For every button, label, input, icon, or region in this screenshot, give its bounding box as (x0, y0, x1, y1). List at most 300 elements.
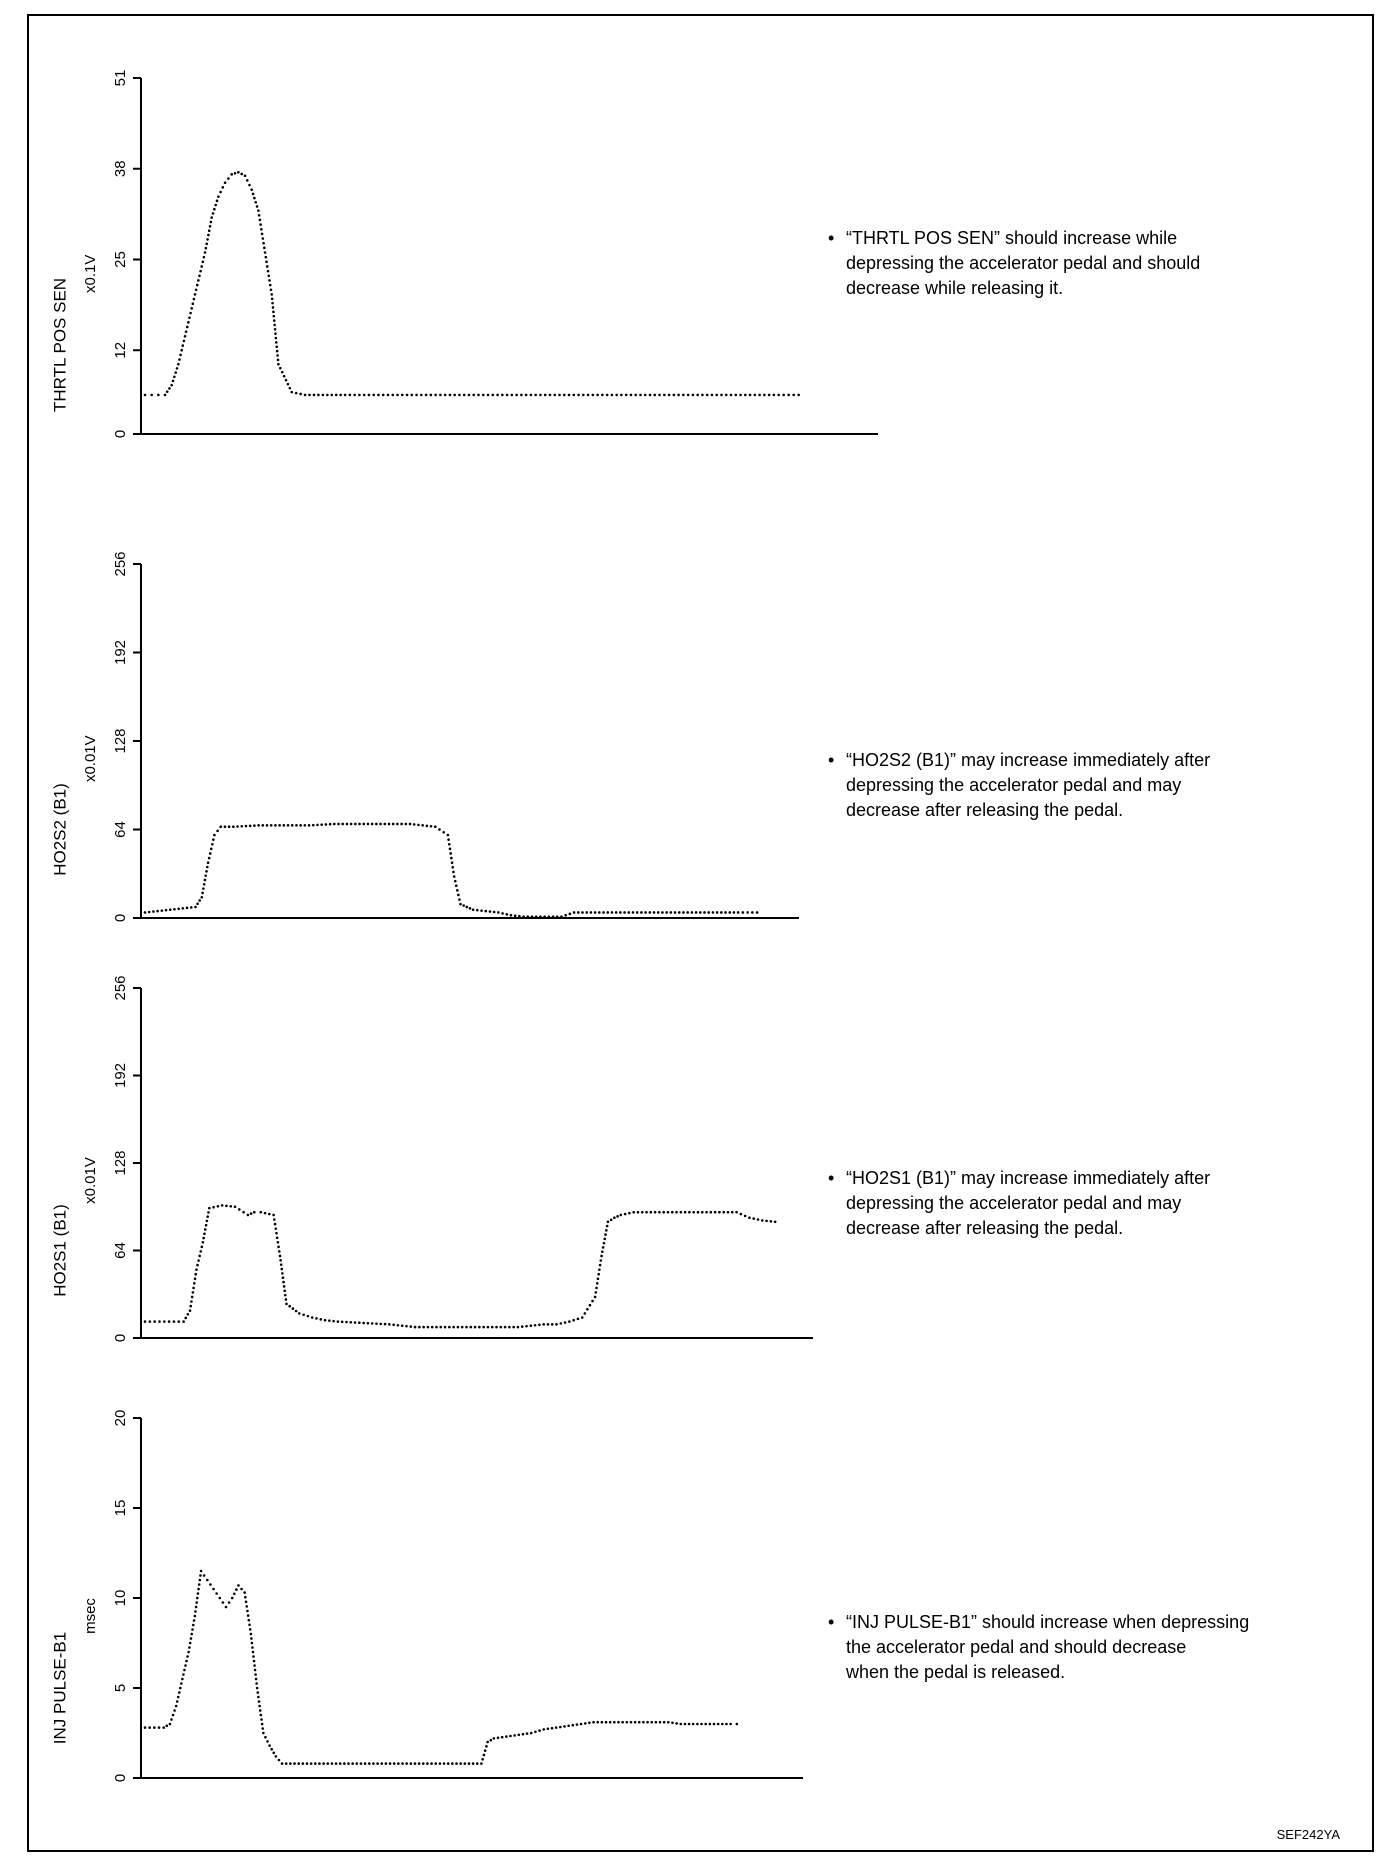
data-point (447, 838, 450, 841)
data-point (185, 330, 188, 333)
data-point (254, 201, 257, 204)
data-point (549, 394, 552, 397)
data-point (551, 1323, 554, 1326)
data-point (148, 911, 151, 914)
data-point (187, 1651, 190, 1654)
data-point (581, 911, 584, 914)
data-point (337, 1320, 340, 1323)
data-point (375, 823, 378, 826)
data-point (205, 247, 208, 250)
data-point (542, 1728, 545, 1731)
data-point (383, 823, 386, 826)
data-point (196, 902, 199, 905)
data-point (179, 354, 182, 357)
data-point (272, 1752, 275, 1755)
data-point (192, 1624, 195, 1627)
data-point (273, 1218, 276, 1221)
data-point (495, 1326, 498, 1329)
data-point (197, 1588, 200, 1591)
data-point (372, 394, 375, 397)
y-tick-label: 256 (111, 551, 129, 577)
data-point (190, 307, 193, 310)
data-point (168, 387, 171, 390)
data-point (244, 1596, 247, 1599)
data-point (287, 824, 290, 827)
data-point (200, 265, 203, 268)
data-point (282, 1281, 285, 1284)
data-point (625, 394, 628, 397)
data-point (276, 350, 279, 353)
data-point (332, 1320, 335, 1323)
data-point (491, 1326, 494, 1329)
data-point (203, 256, 206, 259)
data-point (193, 1282, 196, 1285)
data-point (439, 1762, 442, 1765)
data-point (235, 1588, 238, 1591)
data-point (576, 1723, 579, 1726)
data-point (189, 1309, 192, 1312)
data-point (797, 394, 800, 397)
data-point (388, 823, 391, 826)
y-axis-unit: x0.01V (81, 735, 99, 783)
data-point (581, 1316, 584, 1319)
data-point (568, 1320, 571, 1323)
data-point (735, 1211, 738, 1214)
data-point (496, 394, 499, 397)
data-point (287, 383, 290, 386)
data-point (260, 1718, 263, 1721)
data-point (153, 1320, 156, 1323)
data-point (234, 1205, 237, 1208)
data-point (522, 1733, 525, 1736)
data-point (169, 1723, 172, 1726)
data-point (444, 1326, 447, 1329)
data-point (455, 884, 458, 887)
data-point (409, 1325, 412, 1328)
data-point (264, 1736, 267, 1739)
data-point (215, 1592, 218, 1595)
y-tick-label: 256 (111, 975, 129, 1001)
data-point (205, 1224, 208, 1227)
data-point (210, 221, 213, 224)
data-point (630, 1721, 633, 1724)
data-point (605, 1229, 608, 1232)
data-point (434, 1762, 437, 1765)
data-point (615, 911, 618, 914)
data-point (204, 251, 207, 254)
data-point (194, 906, 197, 909)
data-point (256, 205, 259, 208)
data-point (271, 297, 274, 300)
data-point (573, 911, 576, 914)
data-point (590, 911, 593, 914)
note-line: depressing the accelerator pedal and should (846, 253, 1201, 273)
data-point (658, 394, 661, 397)
data-point (261, 1727, 264, 1730)
chart-panel-2 (50, 975, 813, 1342)
data-point (195, 1606, 198, 1609)
data-point (623, 911, 626, 914)
data-point (206, 866, 209, 869)
data-point (315, 1317, 318, 1320)
data-point (603, 1238, 606, 1241)
data-point (274, 328, 277, 331)
data-point (199, 270, 202, 273)
data-point (613, 1216, 616, 1219)
data-point (267, 270, 270, 273)
data-point (269, 284, 272, 287)
data-point (501, 912, 504, 915)
data-point (356, 1762, 359, 1765)
data-point (337, 823, 340, 826)
data-point (178, 358, 181, 361)
chart-panel-1 (50, 551, 799, 922)
data-point (700, 1723, 703, 1726)
data-point (505, 1735, 508, 1738)
data-point (703, 911, 706, 914)
data-point (497, 911, 500, 914)
data-point (597, 1273, 600, 1276)
data-point (482, 1326, 485, 1329)
data-point (730, 394, 733, 397)
data-point (613, 1721, 616, 1724)
data-point (517, 1326, 520, 1329)
data-point (480, 909, 483, 912)
y-tick-label: 64 (111, 1242, 129, 1259)
data-point (602, 1246, 605, 1249)
data-point (341, 1321, 344, 1324)
data-point (555, 1323, 558, 1326)
data-point (240, 173, 243, 176)
data-point (195, 1268, 198, 1271)
y-tick-label: 0 (111, 1333, 129, 1343)
data-point (405, 823, 408, 826)
data-point (724, 911, 727, 914)
note-inj-pulse (828, 1610, 1249, 1685)
data-point (461, 1326, 464, 1329)
data-point (165, 909, 168, 912)
data-point (388, 1323, 391, 1326)
data-point (197, 1259, 200, 1262)
data-point (212, 1588, 215, 1591)
data-point (514, 914, 517, 917)
data-point (606, 394, 609, 397)
data-point (195, 288, 198, 291)
data-point (434, 825, 437, 828)
data-point (476, 909, 479, 912)
data-point (568, 394, 571, 397)
data-point (637, 1211, 640, 1214)
data-point (367, 1322, 370, 1325)
data-point (377, 394, 380, 397)
data-point (397, 1762, 400, 1765)
data-point (242, 1211, 245, 1214)
data-point (240, 825, 243, 828)
data-point (692, 394, 695, 397)
data-point (207, 234, 210, 237)
data-point (245, 1605, 248, 1608)
data-point (225, 1606, 228, 1609)
data-point (555, 1726, 558, 1729)
data-point (639, 394, 642, 397)
data-point (248, 1624, 251, 1627)
data-point (577, 394, 580, 397)
data-point (186, 326, 189, 329)
data-point (434, 394, 437, 397)
data-point (255, 1682, 258, 1685)
data-point (742, 911, 745, 914)
data-point (207, 1211, 210, 1214)
data-point (464, 1762, 467, 1765)
data-point (417, 824, 420, 827)
data-point (209, 1583, 212, 1586)
data-point (326, 394, 329, 397)
data-point (754, 394, 757, 397)
data-point (596, 1282, 599, 1285)
data-point (302, 1313, 305, 1316)
data-point (392, 823, 395, 826)
y-tick-label: 64 (111, 821, 129, 838)
data-point (564, 914, 567, 917)
data-point (304, 824, 307, 827)
data-point (246, 1610, 249, 1613)
data-point (372, 1762, 375, 1765)
data-point (602, 911, 605, 914)
y-tick-label: 128 (111, 728, 129, 754)
data-point (709, 1723, 712, 1726)
data-point (551, 1727, 554, 1730)
data-point (627, 911, 630, 914)
data-point (667, 1211, 670, 1214)
data-point (654, 1211, 657, 1214)
data-point (499, 1326, 502, 1329)
data-point (253, 824, 256, 827)
data-point (253, 1660, 256, 1663)
data-point (520, 394, 523, 397)
data-point (166, 1725, 169, 1728)
data-point (385, 1762, 388, 1765)
data-point (157, 394, 160, 397)
data-point (181, 1678, 184, 1681)
data-point (586, 1308, 589, 1311)
data-point (675, 1722, 678, 1725)
data-point (601, 1721, 604, 1724)
data-point (768, 394, 771, 397)
data-point (628, 1212, 631, 1215)
data-point (280, 1268, 283, 1271)
data-point (310, 1762, 313, 1765)
data-point (232, 825, 235, 828)
data-point (463, 394, 466, 397)
data-point (251, 1646, 254, 1649)
data-point (782, 394, 785, 397)
data-point (173, 908, 176, 911)
data-point (526, 1732, 529, 1735)
data-point (275, 1755, 278, 1758)
data-point (188, 316, 191, 319)
data-point (425, 394, 428, 397)
note-bullet: • (828, 228, 835, 248)
data-point (149, 1320, 152, 1323)
data-point (349, 394, 352, 397)
data-point (180, 1682, 183, 1685)
data-point (727, 1211, 730, 1214)
data-point (787, 394, 790, 397)
y-axis-unit: msec (81, 1598, 99, 1634)
data-point (209, 852, 212, 855)
data-point (535, 915, 538, 918)
data-point (439, 1326, 442, 1329)
data-point (632, 1211, 635, 1214)
data-point (210, 216, 213, 219)
data-point (227, 177, 230, 180)
data-point (774, 1220, 777, 1223)
data-point (725, 1723, 728, 1726)
data-point (450, 857, 453, 860)
data-point (539, 394, 542, 397)
data-point (256, 1687, 259, 1690)
data-point (449, 848, 452, 851)
data-point (353, 394, 356, 397)
data-point (489, 1739, 492, 1742)
data-point (179, 1687, 182, 1690)
data-point (704, 1723, 707, 1726)
data-point (415, 394, 418, 397)
data-point (190, 906, 193, 909)
data-point (170, 384, 173, 387)
data-point (459, 1762, 462, 1765)
data-point (250, 1212, 253, 1215)
data-point (368, 1762, 371, 1765)
data-point (600, 1255, 603, 1258)
data-point (725, 394, 728, 397)
data-point (792, 394, 795, 397)
data-point (199, 1579, 202, 1582)
data-point (213, 834, 216, 837)
y-tick-label: 51 (111, 69, 129, 87)
data-point (697, 1211, 700, 1214)
data-point (493, 1737, 496, 1740)
data-point (285, 1303, 288, 1306)
data-point (606, 911, 609, 914)
data-point (469, 1326, 472, 1329)
data-point (298, 1312, 301, 1315)
data-point (634, 394, 637, 397)
data-point (458, 394, 461, 397)
data-point (686, 911, 689, 914)
data-point (194, 1277, 197, 1280)
data-point (591, 1300, 594, 1303)
data-point (587, 394, 590, 397)
data-point (362, 823, 365, 826)
y-axis-title: HO2S2 (B1) (50, 783, 70, 876)
data-point (538, 1323, 541, 1326)
note-throttle (828, 226, 1200, 301)
data-point (582, 394, 585, 397)
data-point (605, 1721, 608, 1724)
data-point (674, 911, 677, 914)
data-point (542, 1323, 545, 1326)
data-point (508, 1326, 511, 1329)
data-point (455, 1762, 458, 1765)
data-point (272, 306, 275, 309)
y-axis-unit: x0.01V (81, 1157, 99, 1204)
data-point (197, 1592, 200, 1595)
data-point (588, 1722, 591, 1725)
data-point (659, 1721, 662, 1724)
data-point (638, 1721, 641, 1724)
data-point (606, 1225, 609, 1228)
data-point (221, 1204, 224, 1207)
data-point (670, 911, 673, 914)
data-point (339, 394, 342, 397)
data-point (728, 911, 731, 914)
data-point (234, 172, 237, 175)
data-point (186, 907, 189, 910)
data-point (636, 911, 639, 914)
data-point (212, 1206, 215, 1209)
data-point (283, 824, 286, 827)
data-point (736, 1723, 739, 1726)
data-point (254, 1673, 257, 1676)
data-point (205, 870, 208, 873)
data-point (632, 911, 635, 914)
data-point (580, 1723, 583, 1726)
data-point (177, 1696, 180, 1699)
data-point (744, 1215, 747, 1218)
data-point (181, 344, 184, 347)
data-point (261, 1723, 264, 1726)
note-line: “HO2S2 (B1)” may increase immediately after (846, 750, 1211, 770)
data-point (279, 367, 282, 370)
data-point (297, 1762, 300, 1765)
data-point (187, 1313, 190, 1316)
data-point (667, 1721, 670, 1724)
data-point (511, 394, 514, 397)
data-point (191, 1628, 194, 1631)
data-point (237, 171, 240, 174)
data-point (335, 394, 338, 397)
data-point (427, 1326, 430, 1329)
data-point (481, 1758, 484, 1761)
data-point (271, 302, 274, 305)
data-point (183, 1669, 186, 1672)
data-point (421, 824, 424, 827)
data-point (371, 823, 374, 826)
data-point (144, 911, 147, 914)
data-point (644, 394, 647, 397)
data-point (734, 394, 737, 397)
data-point (152, 910, 155, 913)
data-point (240, 1588, 243, 1591)
data-point (456, 889, 459, 892)
data-point (191, 1296, 194, 1299)
data-point (430, 394, 433, 397)
data-point (247, 1214, 250, 1217)
note-ho2s2 (828, 748, 1210, 823)
data-point (413, 823, 416, 826)
data-point (206, 1215, 209, 1218)
data-point (489, 910, 492, 913)
data-point (358, 394, 361, 397)
data-point (161, 909, 164, 912)
data-point (713, 1723, 716, 1726)
data-point (196, 1264, 199, 1267)
data-point (316, 824, 319, 827)
data-point (270, 293, 273, 296)
data-point (344, 394, 347, 397)
data-point (202, 887, 205, 890)
